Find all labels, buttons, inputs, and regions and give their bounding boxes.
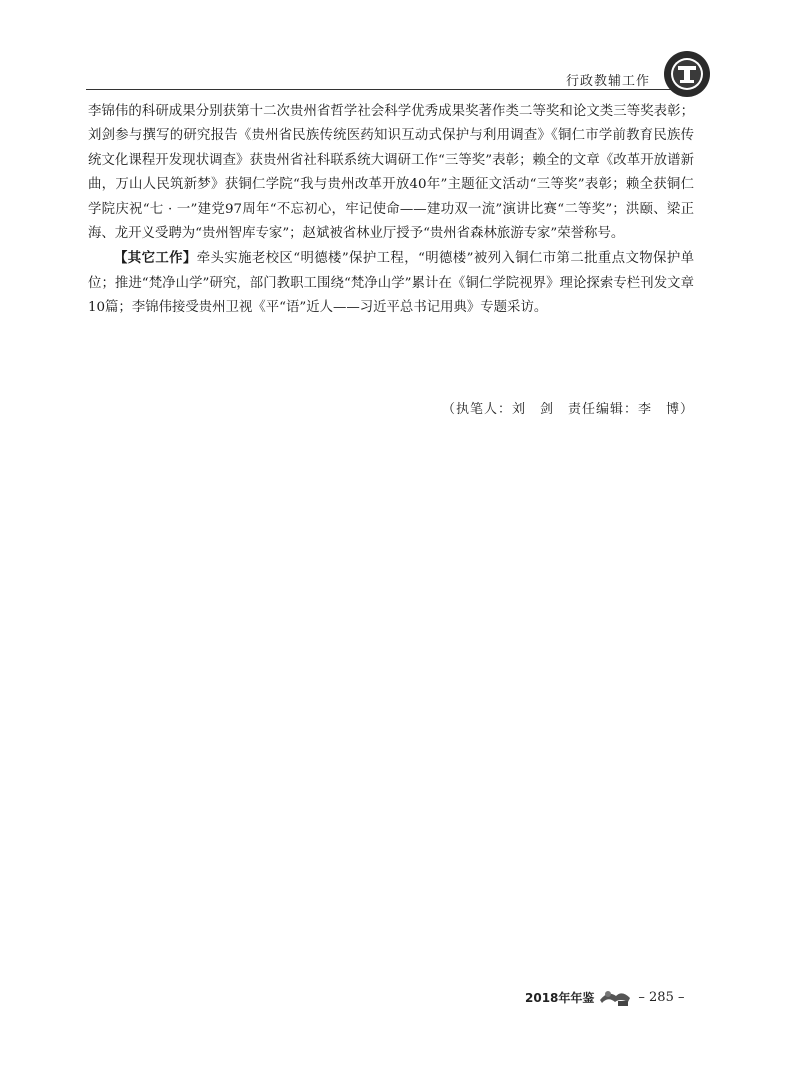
other-work-text: 牵头实施老校区“明德楼”保护工程，“明德楼”被列入铜仁市第二批重点文物保护单位；推进“梵净山学”研究，部门教职工围绕“梵净山学”累计在《铜仁学院视界》理论探索专栏刊发文章10篇；李锦伟接受贵州卫视《平“语”近人——习近平总书记用典》专题采访。 — [88, 251, 694, 316]
page-number: – 285 – — [638, 989, 685, 1005]
paragraph-awards: 李锦伟的科研成果分别获第十二次贵州省哲学社会科学优秀成果奖著作类二等奖和论文类三等奖表彰；刘剑参与撰写的研究报告《贵州省民族传统医药知识互动式保护与利用调查》《铜仁市学前教育民族传统文化课程开发现状调查》获贵州省社科联系统大调研工作“三等奖”表彰；赖全的文章《改革开放谱新曲，万山人民筑新梦》获铜仁学院“我与贵州改革开放40年”主题征文活动“三等奖”表彰；赖全获铜仁学院庆祝“七 · 一”建党97周年“不忘初心，牢记使命——建功双一流”演讲比赛“二等奖”；洪颐、梁正海、龙开义受聘为“贵州智库专家”；赵斌被省林业厅授予“贵州省森林旅游专家”荣誉称号。 — [88, 104, 694, 242]
article-body — [88, 100, 694, 321]
byline: （执笔人：刘 剑 责任编辑：李 博） — [442, 402, 695, 417]
university-logo-icon — [662, 49, 712, 99]
yearbook-title: 2018年年鉴 — [525, 990, 595, 1005]
paragraph-other-work — [88, 246, 694, 320]
header-rule — [86, 89, 694, 90]
page-footer — [525, 986, 684, 1008]
other-work-label: 【其它工作】 — [114, 250, 197, 267]
section-title: 行政教辅工作 — [566, 74, 651, 89]
yearbook-emblem-icon — [598, 986, 632, 1008]
